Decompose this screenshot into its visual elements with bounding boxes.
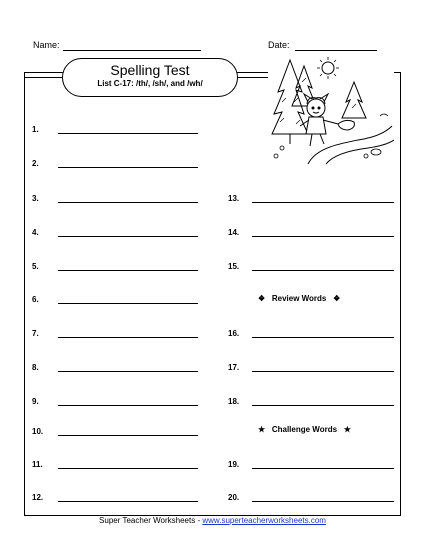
item-number: 3. [32, 194, 39, 203]
answer-row [32, 292, 202, 306]
answer-row [32, 225, 202, 239]
item-number: 11. [32, 460, 43, 469]
challenge-words-label: Challenge Words [271, 425, 338, 434]
item-number: 14. [228, 228, 240, 237]
answer-line[interactable] [252, 202, 394, 203]
answer-row [32, 360, 202, 374]
footer-link[interactable]: www.superteacherworksheets.com [202, 516, 326, 525]
page-title: Spelling Test [110, 62, 190, 78]
item-number: 1. [32, 125, 39, 134]
footer-text: Super Teacher Worksheets - [99, 516, 203, 525]
answer-row [228, 191, 398, 205]
item-number: 16. [228, 329, 240, 338]
item-number: 13. [228, 194, 240, 203]
answer-line[interactable] [58, 371, 198, 372]
answer-row [32, 191, 202, 205]
answer-line[interactable] [252, 371, 394, 372]
answer-line[interactable] [58, 202, 198, 203]
star-icon: ★ [258, 425, 266, 434]
banner-tail-right [238, 77, 268, 78]
answer-row [228, 225, 398, 239]
answer-line[interactable] [58, 435, 198, 436]
item-number: 19. [228, 460, 240, 469]
review-words-label: Review Words [271, 294, 327, 303]
answer-row [32, 457, 202, 471]
answer-line[interactable] [252, 405, 394, 406]
item-number: 6. [32, 295, 39, 304]
answer-row [32, 156, 202, 170]
list-subtitle: List C-17: /th/, /sh/, and /wh/ [97, 79, 203, 88]
answer-row [32, 326, 202, 340]
item-number: 15. [228, 262, 240, 271]
date-label: Date: [268, 40, 290, 50]
item-number: 20. [228, 493, 240, 502]
banner-tail-left [24, 77, 62, 78]
answer-line[interactable] [252, 337, 394, 338]
name-field[interactable] [63, 50, 201, 51]
star-icon: ★ [343, 425, 351, 434]
item-number: 17. [228, 363, 240, 372]
item-number: 4. [32, 228, 39, 237]
answer-line[interactable] [58, 270, 198, 271]
answer-row [228, 360, 398, 374]
answer-line[interactable] [252, 501, 394, 502]
item-number: 9. [32, 397, 39, 406]
date-field[interactable] [295, 50, 377, 51]
answer-line[interactable] [252, 468, 394, 469]
answer-row [228, 259, 398, 273]
footer [0, 516, 425, 525]
answer-line[interactable] [252, 270, 394, 271]
title-banner [62, 58, 238, 97]
answer-row [32, 424, 202, 438]
answer-line[interactable] [58, 405, 198, 406]
item-number: 12. [32, 493, 44, 502]
name-label: Name: [33, 40, 60, 50]
answer-row [228, 394, 398, 408]
review-words-heading [258, 294, 340, 303]
item-number: 8. [32, 363, 39, 372]
challenge-words-heading [258, 425, 351, 434]
answer-row [32, 259, 202, 273]
diamond-icon: ❖ [258, 294, 266, 303]
answer-line[interactable] [252, 236, 394, 237]
item-number: 7. [32, 329, 39, 338]
girl-in-forest-illustration [268, 52, 394, 166]
answer-line[interactable] [58, 236, 198, 237]
answer-row [32, 490, 202, 504]
answer-row [228, 457, 398, 471]
answer-row [32, 122, 202, 136]
item-number: 10. [32, 427, 44, 436]
item-number: 2. [32, 159, 39, 168]
answer-line[interactable] [58, 167, 198, 168]
item-number: 18. [228, 397, 240, 406]
answer-line[interactable] [58, 501, 198, 502]
answer-row [32, 394, 202, 408]
answer-line[interactable] [58, 133, 198, 134]
answer-row [228, 326, 398, 340]
answer-row [228, 490, 398, 504]
answer-line[interactable] [58, 303, 198, 304]
answer-line[interactable] [58, 468, 198, 469]
answer-line[interactable] [58, 337, 198, 338]
diamond-icon: ❖ [333, 294, 341, 303]
item-number: 5. [32, 262, 39, 271]
